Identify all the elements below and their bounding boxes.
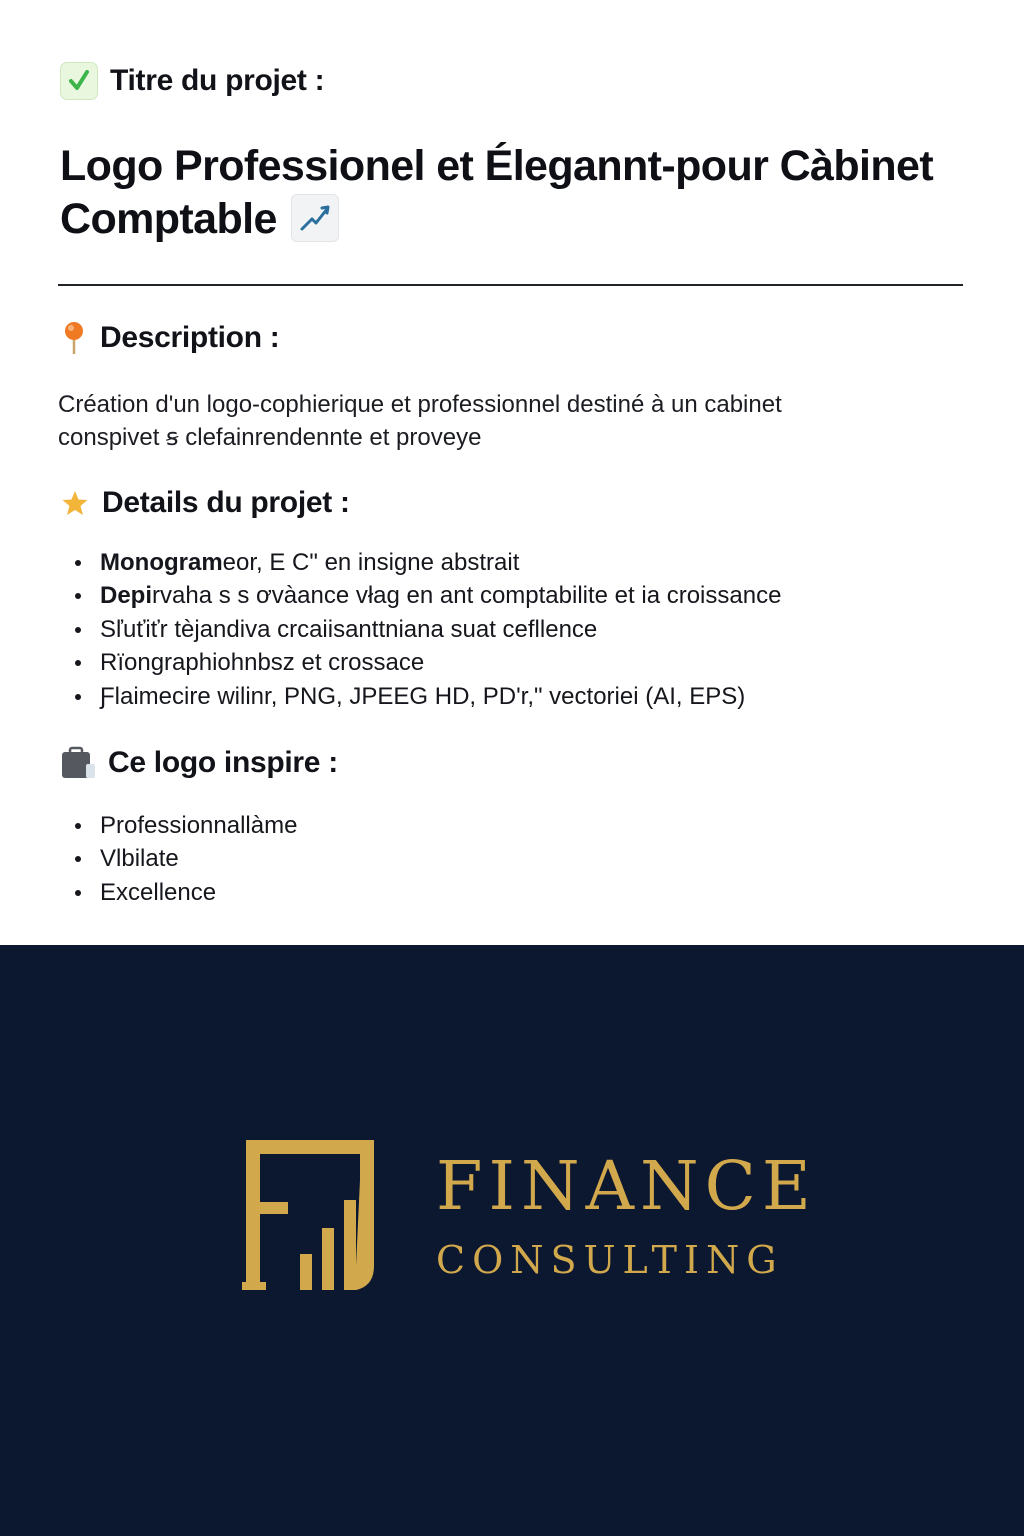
project-title-block <box>60 140 970 246</box>
details-list <box>100 546 781 713</box>
list-item: Monogrameor, E C" en insigne abstrait <box>100 546 781 579</box>
fa-monogram-bar-chart-icon <box>240 1136 380 1296</box>
brand-subtitle: CONSULTING <box>436 1238 784 1282</box>
list-item: Depirvaha s s ơvàance vłag en ant comptabilite et ia croissance <box>100 579 781 612</box>
description-line: conspivet ꞩ clefainrendennte et proveуe <box>58 424 482 451</box>
inspire-list <box>100 809 297 909</box>
pushpin-icon <box>60 320 88 356</box>
brand-name: FINANCE <box>436 1147 817 1225</box>
list-item: Vlbilate <box>100 842 297 875</box>
list-item: Ƒlaimecire wilinr, PNG, JPEEG HD, PD'r," vectoriei (AI, EPS) <box>100 680 781 713</box>
inspire-heading-row <box>60 746 338 780</box>
description-heading-row <box>60 320 279 356</box>
briefcase-icon <box>60 746 96 780</box>
title-heading: Titre du projet : <box>110 64 325 97</box>
inspire-heading: Ce logo inspire : <box>108 746 338 779</box>
description-text <box>58 388 958 454</box>
title-heading-row <box>60 62 324 100</box>
divider <box>58 284 963 286</box>
list-item: Sľuťiťr tèjandiva crcaiisanttniana suat cefllence <box>100 613 781 646</box>
check-mark-icon <box>60 62 98 100</box>
star-icon <box>60 488 90 518</box>
list-item: Excellence <box>100 876 297 909</box>
list-item: Rïongraphiohnbsz et crossace <box>100 646 781 679</box>
chart-arrow-icon <box>291 194 339 242</box>
details-heading: Details du projet : <box>102 486 350 519</box>
details-heading-row <box>60 486 350 520</box>
description-heading: Description : <box>100 321 280 354</box>
project-title: Logo Professionel et Élegannt-pour Càbinet Comptable <box>60 142 934 243</box>
description-line: Création d'un logo-cophierique et professionnel destiné à un cabinet <box>58 391 782 418</box>
list-item: Professionnallàme <box>100 809 297 842</box>
